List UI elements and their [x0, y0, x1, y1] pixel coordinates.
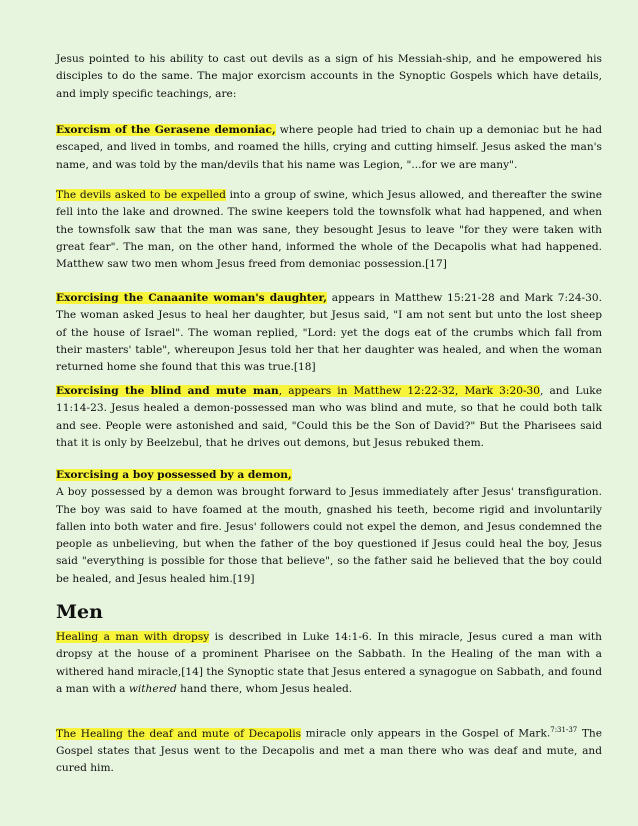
intro-paragraph: [56, 51, 602, 103]
gerasene-text: where people had tried to chain up a demoniac but he had escaped, and lived in tombs, and roamed the hills, crying and cutting himself. Jesus asked the man's name, and was told by the man/devils that his name was Legion, "...for we are many".: [56, 124, 602, 171]
dropsy-emphasis: withered: [128, 682, 177, 695]
swine-text: into a group of swine, which Jesus allowed, and thereafter the swine fell into the lake and drowned. The swine keepers told the townsfolk what had happened, and when the townsfolk saw that the man was sane, they besought Jesus to leave "for they were taken with great fear". The man, on the other hand, informed the whole of the Decapolis what had happened. Matthew saw two men whom Jesus freed from demoniac possession.[17]: [56, 189, 602, 271]
dropsy-text: is described in Luke 14:1-6. In this miracle, Jesus cured a man with dropsy at the house of a prominent Pharisee on the Sabbath. In the Healing of the man with a withered hand miracle,[14] the Synoptic state that Jesus entered a synagogue on Sabbath, and found a man with a: [56, 631, 603, 695]
decapolis-heading: The Healing the deaf and mute of Decapolis: [56, 727, 302, 740]
blind-mute-heading: Exorcising the blind and mute man: [56, 385, 279, 397]
gerasene-heading: Exorcism of the Gerasene demoniac,: [56, 124, 276, 136]
decapolis-paragraph: [56, 722, 602, 777]
dropsy-text-end: hand there, whom Jesus healed.: [176, 682, 353, 695]
canaanite-text: appears in Matthew 15:21-28 and Mark 7:24-30. The woman asked Jesus to heal her daughter, but Jesus said, "I am not sent but unto the lost sheep of the house of Israel". The woman replied, "Lord: yet the dogs eat of the crumbs which fall from their masters' table", whereupon Jesus told her that her daughter was healed, and when the woman returned home she found that this was true.[18]: [56, 292, 602, 374]
canaanite-heading: Exorcising the Canaanite woman's daughter,: [56, 292, 327, 304]
boy-text: A boy possessed by a demon was brought forward to Jesus immediately after Jesus' transfiguration. The boy was said to have foamed at the mouth, gnashed his teeth, become rigid and involuntarily fallen into both water and fire. Jesus' followers could not expel the demon, and Jesus condemned the people as unbelieving, but when the father of the boy questioned if Jesus could heal the boy, Jesus said "everything is possible for those that believe", so the father said he believed that the boy could be healed, and Jesus healed him.[19]: [56, 486, 602, 585]
decapolis-text: miracle only appears in the Gospel of Mark.: [301, 727, 551, 740]
blind-mute-heading-rest: , appears in Matthew 12:22-32, Mark 3:20-30: [278, 385, 541, 397]
gerasene-paragraph: [56, 122, 602, 174]
dropsy-paragraph: [56, 629, 602, 698]
decapolis-reference: 7:31-37: [550, 726, 578, 734]
swine-heading: The devils asked to be expelled: [56, 189, 226, 201]
swine-paragraph: [56, 187, 602, 273]
decapolis-text-end: The Gospel states that Jesus went to the Decapolis and met a man there who was deaf and mute, and cured him.: [56, 727, 602, 775]
blind-mute-paragraph: [56, 383, 602, 452]
blind-mute-text: , and Luke 11:14-23. Jesus healed a demon-possessed man who was blind and mute, so that he could both talk and see. People were astonished and said, "Could this be the Son of David?" But the Pharisees said that it is only by Beelzebul, that he drives out demons, but Jesus rebuked them.: [56, 385, 602, 449]
intro-text: Jesus pointed to his ability to cast out devils as a sign of his Messiah-ship, and he empowered his disciples to do the same. The major exorcism accounts in the Synoptic Gospels which have details, and imply specific teachings, are:: [56, 53, 602, 100]
boy-heading: Exorcising a boy possessed by a demon,: [56, 469, 292, 481]
boy-paragraph: [56, 467, 602, 588]
men-section-title: Men: [56, 601, 103, 623]
canaanite-paragraph: [56, 290, 602, 376]
dropsy-heading: Healing a man with dropsy: [56, 631, 210, 643]
